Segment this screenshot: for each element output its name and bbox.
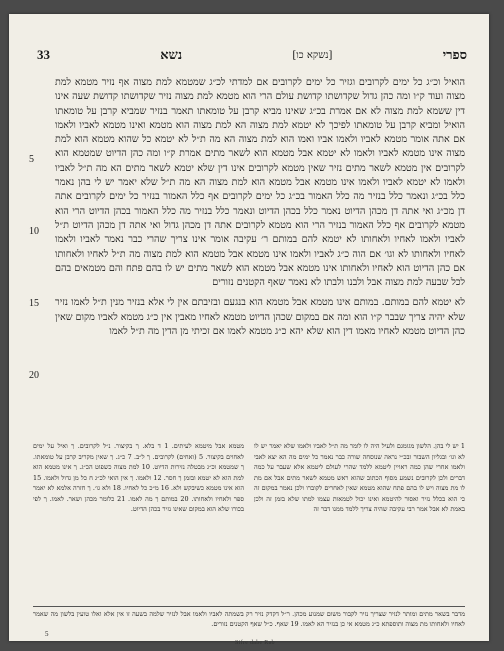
header-title-left: נשא: [160, 48, 183, 63]
footnote-divider: [33, 606, 465, 607]
notes-column-right: 1 יש לי בהן. הלשון מגומגם ולעיל היה לו לומר מה ת״ל לאביו ולאמו שלא יאמר יש לו לא וגו׳ ובגליון השבור ובכ״י נראה שנוסחה שורה כבר נאמר כל ימים מה הא יצא לאבי ולאמו אחרי שהן כמה ראויין ליטמא ללמד שהרי לעולם ליטמא אלא שעבר על כמה דברים ולכן לקרובים נשמע מסוף הכתוב שהוא ראש מטמא לשאר מתים אבל אם מת לו מת מצוה ויש לו בהם פתח שהוא מטמא שאין לאחרים לקוברו ולכן נאמר במקום זה כי הוא בכלל נזיר ואסור להיטמא ואינו יכול לטמאות עצמו למתו שלא בזמן זה ולכן באמת לא אבל אמר רבי עקיבה שהיה צריך ללמד ממנו דבר זה: [254, 442, 465, 513]
book-page: [9, 14, 489, 646]
line-number: 15: [29, 298, 39, 309]
header-title-right: ספרי: [442, 48, 467, 63]
header-section-ref: [נשקא כו]: [292, 49, 333, 61]
main-paragraph-1: הואיל וכ״ג כל ימים לקרובים וגזיר כל ימים לקרובים אם למדתי לכ״ג שמטמא למת מצוה אף נזיר מטמא למת מצוה ועוד ק״ו ומה כהן גדול שקדושתו קדושת עולם הרי הוא מטמא למת מצוה נזיר שקדושתו קדושת שעה אינו דין ששמא למת מצוה לא אם אמרת בכ״ג שאינו מביא קרבן על טומאתו תאמר בנזיר שמביא קרבן על טומאתו הואיל ומביא קרבן על טומאתו לפיכך לא יטמא למת מצוה הא למת מצוה הוא מטמא ואינו מטמא לאביו ולאמו אם אתה אומר מטמא לאביו ולאמו אביו ואמו הוא למת מצוה הא מה ת״ל לא יטמא כל שהוא מטמא הוא למת מצוה אינו מטמא לאביו ולאמו לא יטמא אבל מטמא הוא לשאר מתים אמרת ק״ו ומה כהן הדיוט שמטמא הוא לקרובים אין מטמא לשאר מתים נזיר שאין מטמא לקרובים אינו דין שלא יטמא לשאר מתים הא מה ת״ל לאביו ולאמו לא יטמא לאביו ולאמו אינו מטמא אבל מטמא הוא למת מצוה הא מה ת״ל שלא יאמר יש לי בהן נאמר כלל בכ״ג ונאמר כלל בנזיר מה כלל האמור בכ״ג כל ימים לקרובים אף כלל האמור בנזיר כל ימים לקרובים אתה דן מכ״ג ואי אתה דן מכהן הדיוט נאמר כלל בכהן הדיוט ונאמר כלל בנזיר מה כלל האמור בכהן הדיוט הרי הוא מטמא לקרובים אף כלל האמור בנזיר הרי הוא מטמא לקרובים אתה דן מכהן גדול ואי אתה דן מכהן הדיוט ת״ל לאביו ולאמו לאחיו ולאחותו לא יטמא להם במותם ר׳ עקיבה אומר אינו צריך שהרי כבר נאמר לאביו ולאמו לאחיו ולאחותו לא וגו׳ אם הוה כ״ג לאביו ולאמו אינו מטמא אבל מטמא הוא למת מצוה מה ת״ל לאחיו ולאחותו אם כהן הדיוט הוא לאחיו ולאחותו אינו מטמא אבל מטמא הוא לשאר מתים יש לו בהם פתח והם מטמאים בהם לכל שבעה למת מצוה אבל ולבנו ולבתו לא נאמר שאף הקטנים נזורים: [55, 77, 465, 289]
main-paragraph-2: לא יטמא להם במותם. במותם אינו מטמא אבל מטמא הוא בנגעם ובזיבתם אין לי אלא בנזיר מנין ת״ל לאמו נזיר שלא יהיה צריך שבבר ק״ו הוא ומה אם במקום שכהן הדיוט מטמא לאחיו מאבין אין כ״ג מטמא לאביו מקום שאין כהן הדיוט מטמא לאחיו מאמו דין הוא שלא יהא כ״ג מטמא לאמו אם זכיתי מן הדין מה ת״ל לאמו: [55, 297, 465, 338]
apparatus-notes: [33, 441, 465, 515]
page-number: 33: [37, 47, 51, 62]
printer-signature: Sifre dabe Rab: [235, 640, 275, 646]
line-number: 10: [29, 226, 39, 237]
line-number: 5: [29, 154, 34, 165]
running-header: [37, 46, 467, 64]
main-text: [55, 76, 465, 339]
footnote-text: מדבר בשאר מתים ומותר לנזיר שצריך נזיר לקבור משום שמנוע מכהן. ר״ל דקדק נזיר רק בשמתה לאביו ולאמו אבל לנזיר שלמה בשעה זו אין אלא ואלו טועין בלשון מה שאמר לאחיו ולאחותו מת מצוה ותוספתא כ״ג מטמא אי כן בנזיר הא לאמו. 19 שאף. כ״ל שאף הקטנים נזורים.: [33, 610, 465, 628]
line-number: 20: [29, 370, 39, 381]
footer-page-number: 5: [45, 630, 49, 638]
notes-column-left: מטמא אבל מיטמא לעיתים. 1 ד בלא. ך בקיצור. נ״ל לקרובים. ך ואיל על ימים לאחוים בקיצור. 5 (ואחים) לקרובים. ך ל״ב. 7 כ״ג. ך שאין מקריב קרבן על טומאתו. ך שמטמא וכ״ג מבטלה נזירות הדיוט. 10 למת מצוה כשפוט הכ״ג. ך אינו מטמא הוא למת הוא לא יטמא ובזמן ך חסר. 12 ולאמו. ך אין הואי לכ״ג ח כל מן גדול ולאמו. 15 הוא אינו מטמא כשיבקש ולא. 16 מ״כ כל לאחיו. 18 ולא גו׳. ך חזרה אלמא לא יאמר ספר ולאחיו ולאחותו. 20 במותם ך מה לאמו. 21 כלומר מכהן ושאר. לאמו. ך לפי בכורו שלא הוא במקום שאינו נזיר בכהן הדיוט.: [33, 442, 245, 513]
